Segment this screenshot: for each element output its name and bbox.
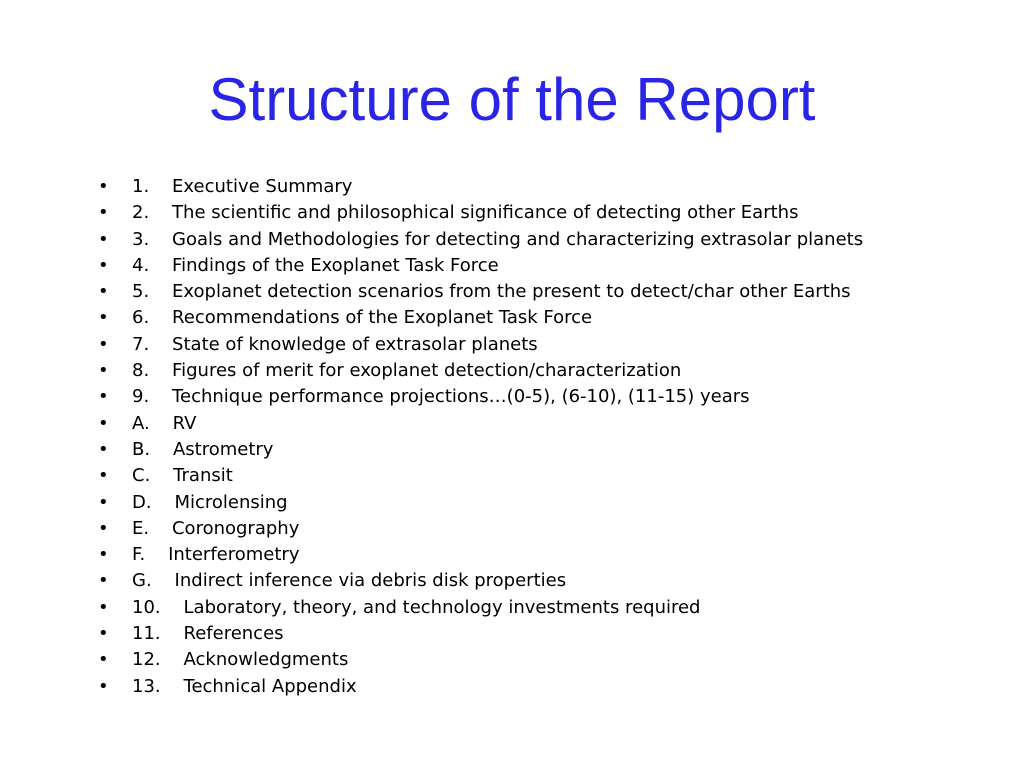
list-item bbox=[98, 595, 863, 621]
table-of-contents-list bbox=[98, 174, 863, 700]
list-item bbox=[98, 227, 863, 253]
bullet-icon: • bbox=[98, 465, 109, 487]
list-item bbox=[98, 490, 863, 516]
list-item bbox=[98, 568, 863, 594]
list-item-text: G. Indirect inference via debris disk properties bbox=[132, 570, 567, 592]
bullet-icon: • bbox=[98, 491, 109, 513]
list-item bbox=[98, 332, 863, 358]
bullet-icon: • bbox=[98, 649, 109, 671]
list-item-text: 2. The scientific and philosophical significance of detecting other Earths bbox=[132, 202, 799, 224]
list-item-text: 7. State of knowledge of extrasolar planets bbox=[132, 333, 538, 355]
bullet-icon: • bbox=[98, 544, 109, 566]
bullet-icon: • bbox=[98, 675, 109, 697]
list-item-text: B. Astrometry bbox=[132, 438, 274, 460]
list-item bbox=[98, 174, 863, 200]
bullet-icon: • bbox=[98, 517, 109, 539]
list-item-text: 10. Laboratory, theory, and technology investments required bbox=[132, 596, 701, 618]
list-item bbox=[98, 200, 863, 226]
list-item bbox=[98, 358, 863, 384]
list-item-text: D. Microlensing bbox=[132, 491, 288, 513]
bullet-icon: • bbox=[98, 623, 109, 645]
list-item bbox=[98, 384, 863, 410]
slide-title: Structure of the Report bbox=[208, 66, 816, 133]
list-item bbox=[98, 437, 863, 463]
list-item bbox=[98, 253, 863, 279]
list-item bbox=[98, 305, 863, 331]
bullet-icon: • bbox=[98, 360, 109, 382]
list-item-text: C. Transit bbox=[132, 465, 233, 487]
bullet-icon: • bbox=[98, 228, 109, 250]
bullet-icon: • bbox=[98, 307, 109, 329]
list-item bbox=[98, 674, 863, 700]
list-item bbox=[98, 542, 863, 568]
bullet-icon: • bbox=[98, 386, 109, 408]
list-item-text: 13. Technical Appendix bbox=[132, 675, 357, 697]
bullet-icon: • bbox=[98, 281, 109, 303]
list-item-text: 11. References bbox=[132, 623, 284, 645]
list-item-text: 5. Exoplanet detection scenarios from the present to detect/char other Earths bbox=[132, 281, 851, 303]
list-item-text: 1. Executive Summary bbox=[132, 176, 353, 197]
bullet-icon: • bbox=[98, 254, 109, 276]
list-item-text: 3. Goals and Methodologies for detecting and characterizing extrasolar planets bbox=[132, 228, 864, 250]
list-item bbox=[98, 279, 863, 305]
list-item-text: 9. Technique performance projections…(0-5), (6-10), (11-15) years bbox=[132, 386, 750, 408]
bullet-icon: • bbox=[98, 596, 109, 618]
list-item bbox=[98, 647, 863, 673]
bullet-icon: • bbox=[98, 176, 109, 197]
list-item bbox=[98, 516, 863, 542]
bullet-icon: • bbox=[98, 202, 109, 224]
list-item-text: 8. Figures of merit for exoplanet detection/characterization bbox=[132, 360, 682, 382]
list-item-text: F. Interferometry bbox=[132, 544, 300, 566]
list-item bbox=[98, 463, 863, 489]
bullet-icon: • bbox=[98, 412, 109, 434]
list-item bbox=[98, 411, 863, 437]
list-item bbox=[98, 621, 863, 647]
list-item-text: 4. Findings of the Exoplanet Task Force bbox=[132, 254, 499, 276]
bullet-icon: • bbox=[98, 570, 109, 592]
list-item-text: 6. Recommendations of the Exoplanet Task Force bbox=[132, 307, 593, 329]
bullet-icon: • bbox=[98, 438, 109, 460]
bullet-icon: • bbox=[98, 333, 109, 355]
list-item-text: E. Coronography bbox=[132, 517, 300, 539]
list-item-text: 12. Acknowledgments bbox=[132, 649, 349, 671]
list-item-text: A. RV bbox=[132, 412, 197, 434]
